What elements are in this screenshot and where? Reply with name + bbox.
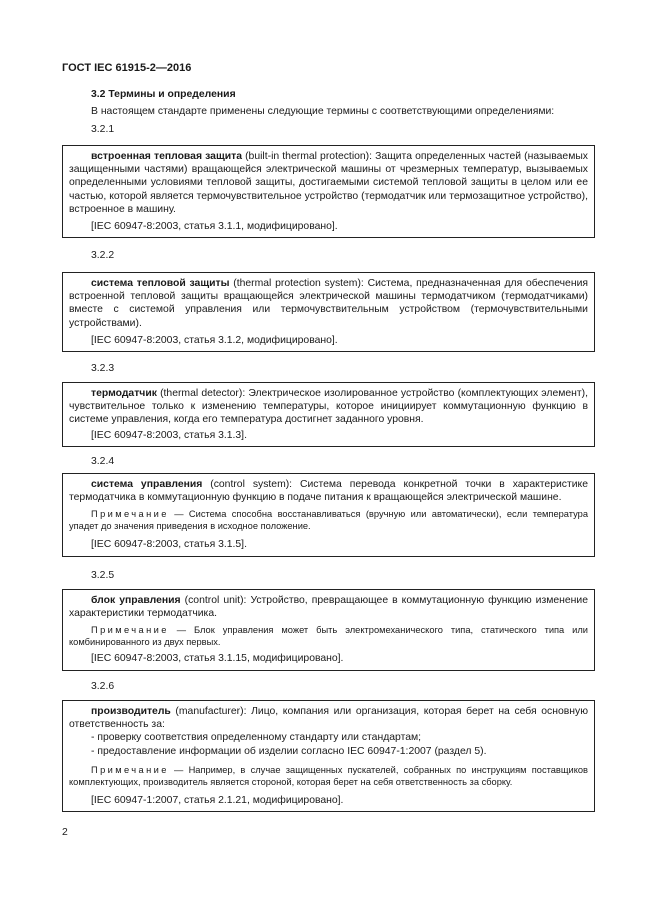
term-reference: [IEC 60947-8:2003, статья 3.1.2, модифицировано]. <box>91 334 338 346</box>
note-label: Примечание <box>91 509 169 520</box>
list-item: - предоставление информации об изделии согласно IEC 60947-1:2007 (раздел 5). <box>91 745 487 757</box>
term-number: 3.2.4 <box>91 456 115 467</box>
term-box <box>62 700 595 812</box>
term-name: встроенная тепловая защита <box>91 151 242 162</box>
term-definition: система управления (control system): Система перевода конкретной точки в характеристике термодатчика в коммутационную функцию в подаче питания к вращающейся электрической машине. <box>69 479 588 504</box>
term-name: система управления <box>91 479 203 490</box>
term-box <box>62 272 595 352</box>
term-number: 3.2.2 <box>91 250 115 261</box>
term-definition: встроенная тепловая защита (built-in thermal protection): Защита определенных частей (называемых защищенными частями) вращающейся электрической машины от чрезмерных температур, вызываемых определенными условиями тепловой защиты, достигаемыми системой тепловой защиты в целом или ее частью, которой является термочувствительное устройство (термодатчик или термозащитное устройство), встроенное в машину. <box>69 151 589 215</box>
note-label: Примечание <box>91 625 169 636</box>
term-number: 3.2.6 <box>91 681 115 692</box>
term-number: 3.2.1 <box>91 124 115 135</box>
note-label: Примечание <box>91 764 169 775</box>
term-name: термодатчик <box>91 388 157 399</box>
term-definition: производитель (manufacturer): Лицо, компания или организация, которая берет на себя основную ответственность за: <box>69 706 588 731</box>
term-reference: [IEC 60947-8:2003, статья 3.1.5]. <box>91 539 247 551</box>
term-box <box>62 145 595 238</box>
term-name: блок управления <box>91 595 181 606</box>
page-number: 2 <box>62 827 68 838</box>
term-number: 3.2.5 <box>91 570 115 581</box>
term-reference: [IEC 60947-8:2003, статья 3.1.15, модифицировано]. <box>91 653 344 665</box>
list-item: - проверку соответствия определенному стандарту или стандартам; <box>91 732 422 744</box>
term-reference: [IEC 60947-8:2003, статья 3.1.1, модифицировано]. <box>91 221 338 233</box>
term-box <box>62 473 595 557</box>
term-definition: блок управления (control unit): Устройство, превращающее в коммутационную функцию изменение характеристики термодатчика. <box>69 595 588 620</box>
term-note: Примечание — Например, в случае защищенных пускателей, собранных по инструкциям поставщиков комплектующих, производитель является стороной, которая берет на себя ответственность за сборку. <box>69 764 588 787</box>
term-definition: система тепловой защиты (thermal protection system): Система, предназначенная для обеспечения встроенной тепловой защиты вращающейся электрической машины термодатчиком (термодатчиками) вместе с системой управления или термочувствительным устройством (термочувствительными устройствами). <box>69 278 589 329</box>
intro-text: В настоящем стандарте применены следующие термины с соответствующими определениями: <box>91 106 555 117</box>
document-header: ГОСТ IEC 61915-2—2016 <box>62 62 192 74</box>
section-title: 3.2 Термины и определения <box>91 89 236 100</box>
term-name: система тепловой защиты <box>91 278 230 289</box>
term-number: 3.2.3 <box>91 363 115 374</box>
term-name: производитель <box>91 706 171 717</box>
term-box <box>62 382 595 447</box>
term-reference: [IEC 60947-1:2007, статья 2.1.21, модифицировано]. <box>91 794 344 806</box>
term-reference: [IEC 60947-8:2003, статья 3.1.3]. <box>91 429 247 441</box>
term-box <box>62 589 595 671</box>
term-note: Примечание — Блок управления может быть электромеханического типа, статического типа или комбинированного из двух первых. <box>69 625 588 648</box>
term-definition: термодатчик (thermal detector): Электрическое изолированное устройство (комплектующих элемент), чувствительное только к изменению температуры, которое инициирует коммутационную функцию в системе управления, когда его температура достигнет заданного уровня. <box>69 388 588 426</box>
term-note: Примечание — Система способна восстанавливаться (вручную или автоматически), если температура упадет до значения приведения в исходное положение. <box>69 509 588 532</box>
